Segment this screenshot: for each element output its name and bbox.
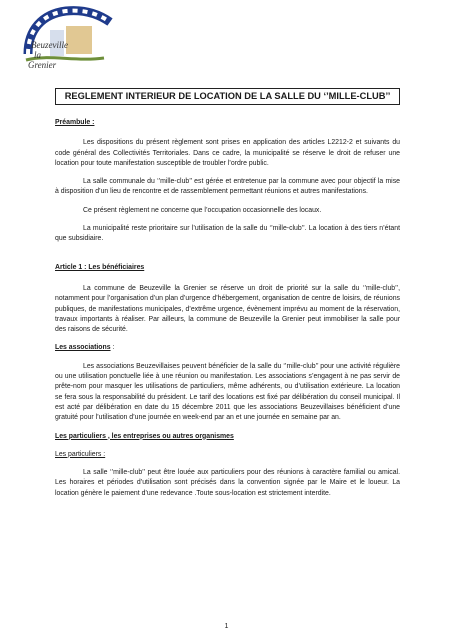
logo-text-line3: Grenier (28, 60, 57, 70)
associations-heading-line (55, 343, 400, 353)
article-1-heading: Article 1 : Les bénéficiaires (55, 263, 145, 271)
associations-heading: Les associations (55, 344, 111, 352)
article-1-paragraph: La commune de Beuzeville la Grenier se réserve un droit de priorité sur la salle du ‘’mille-club’’, notamment pour l’organisation d’un plan d’urgence d’hébergement, organisation de centre de loisirs, de réunions publiques, de manifestations municipales, d’extrême urgence, évènement imprévu au moment de la réservation, travaux importants à réaliser. Par ailleurs, la commune de Beuzeville la Grenier peut immobiliser la salle pour des raisons de sécurité. (55, 284, 400, 334)
associations-heading-suffix: : (110, 344, 115, 352)
village-logo (20, 2, 120, 82)
document-title: REGLEMENT INTERIEUR DE LOCATION DE LA SALLE DU ‘’MILLE-CLUB’’ (55, 88, 400, 105)
others-heading: Les particuliers , les entreprises ou autres organismes (55, 432, 234, 440)
logo-text-line2: la (34, 50, 42, 60)
associations-paragraph: Les associations Beuzevillaises peuvent bénéficier de la salle du ‘’mille-club’’ pour une activité régulière ou une utilisation ponctuelle liée à une réunion ou manifestation. Les associations s’engagent à ne pas servir de prête-nom pour masquer les utilisations de particuliers, même adhérents, ou d’utilisation extérieure. La location se fera sous la responsabilité du président. Le tarif des locations est fixé par délibération du conseil municipal. Il est acté par délibération en date du 15 décembre 2011 que les associations Beuzevillaises bénéficient d’une gratuité pour l’utilisation d’une journée en week-end par an et une journée en semaine par an. (55, 362, 400, 422)
preambule-paragraph-2: La salle communale du ‘’mille-club’’ est gérée et entretenue par la commune avec pour objectif la mise à disposition d’un lieu de rencontre et de rassemblement permettant réunions et autres manifestations. (55, 178, 400, 196)
preambule-paragraph-1: Les dispositions du présent règlement sont prises en application des articles L2212-2 et suivants du code général des Collectivités Territoriales. Dans ce cadre, la municipalité se réserve le droit de refuser une location pour toute manifestation susceptible de troubler l’ordre public. (55, 139, 400, 167)
particuliers-paragraph: La salle ‘’mille-club’’ peut être louée aux particuliers pour des réunions à caractère familial ou amical. Les horaires et périodes d’utilisation sont précisés dans la convention signée par le Maire et le loueur. La location génère le paiement d’une redevance .Toute sous-location est strictement interdite. (55, 469, 400, 497)
preambule-paragraph-4: La municipalité reste prioritaire sur l’utilisation de la salle du ‘’mille-club’’. La location à des tiers n’étant que subsidiaire. (55, 225, 400, 243)
preambule-heading: Préambule : (55, 119, 95, 126)
particuliers-heading: Les particuliers : (55, 450, 106, 458)
page-number: 1 (224, 623, 229, 630)
preambule-paragraph-3: Ce présent règlement ne concerne que l’occupation occasionnelle des locaux. (83, 206, 322, 214)
document-body (55, 118, 400, 507)
logo-text-line1: Beuzeville (31, 40, 68, 50)
